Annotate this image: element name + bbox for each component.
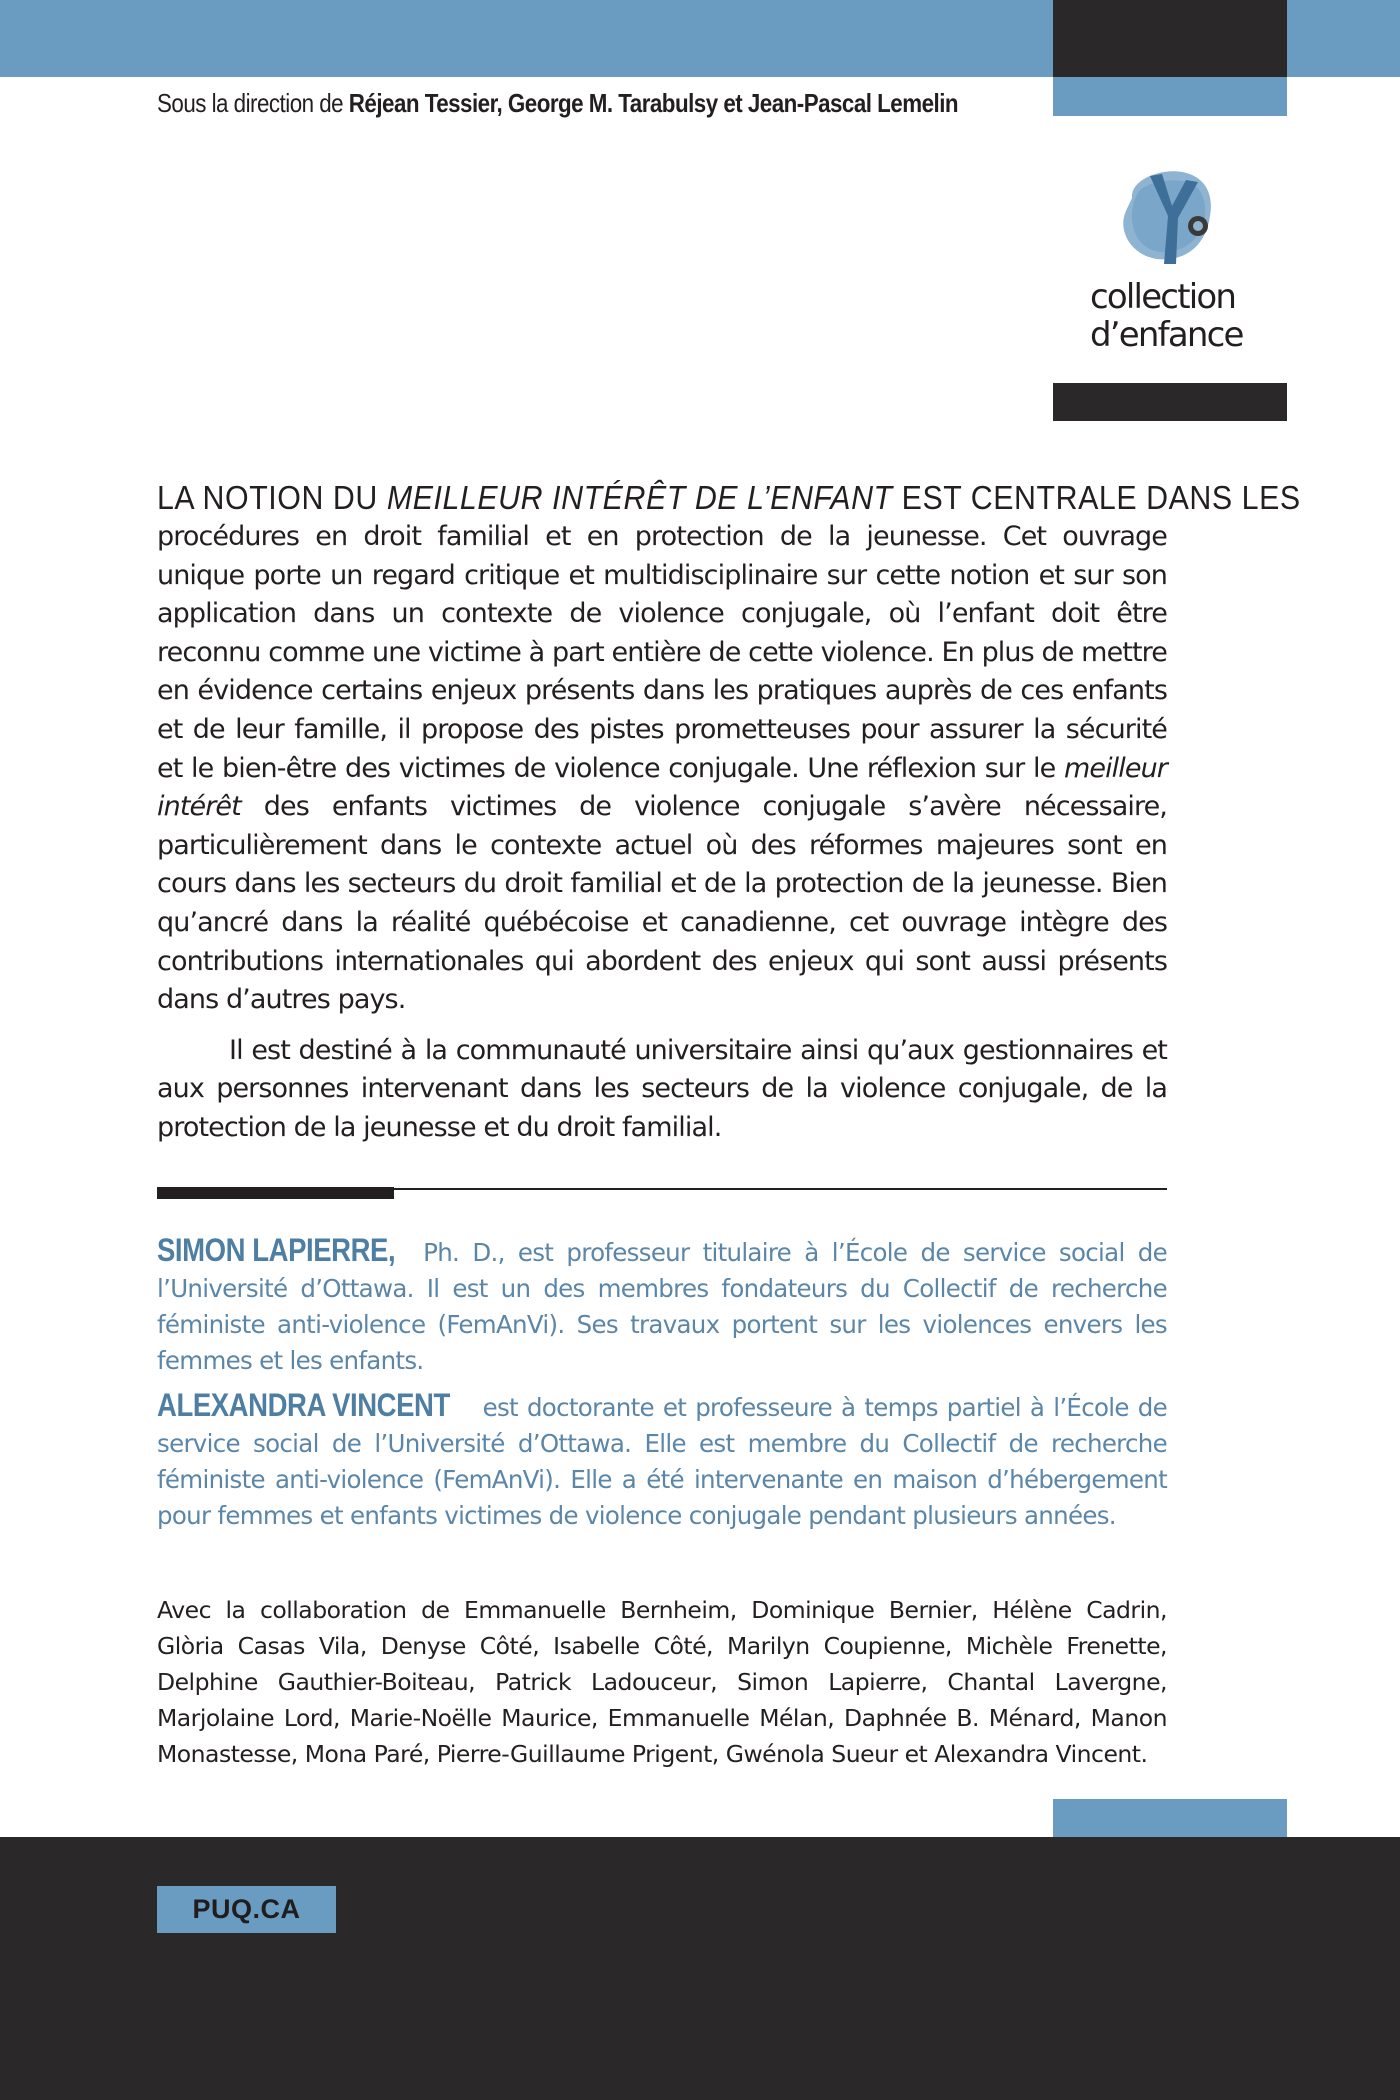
collaborators-list: Avec la collaboration de Emmanuelle Bernheim, Dominique Bernier, Hélène Cadrin, Glòria Casas Vila, Denyse Côté, Isabelle Côté, Marilyn Coupienne, Michèle Frenette, Delphine Gauthier-Boiteau, Patrick Ladouceur, Simon Lapierre, Chantal Lavergne, Marjolaine Lord, Marie-Noëlle Maurice, Emmanuelle Mélan, Daphnée B. Ménard, Manon Monastesse, Mona Paré, Pierre-Guillaume Prigent, Gwénola Sueur et Alexandra Vincent.: [157, 1596, 1167, 1768]
para1-end: des enfants victimes de violence conjugale s’avère nécessaire, particulièrement dans le contexte actuel où des réformes majeures sont en cours dans les secteurs du droit familial et de la protection de la jeunesse. Bien qu’ancré dans la réalité québécoise et canadienne, cet ouvrage intègre des contributions internationales qui abordent des enjeux qui sont aussi présents dans d’autres pays.: [157, 791, 1167, 1016]
editors-prefix: Sous la direction de: [157, 88, 349, 118]
top-dark-block: [1053, 0, 1287, 77]
para1-start: procédures en droit familial et en protection de la jeunesse. Cet ouvrage unique porte un regard critique et multidisciplinaire sur cette notion et sur son application dans un contexte de violence conjugale, où l’enfant doit être reconnu comme une victime à part entière de cette violence. En plus de mettre en évidence certains enjeux présents dans les pratiques auprès de ces enfants et de leur famille, il propose des pistes prometteuses pour assurer la sécurité et le bien-être des victimes de violence conjugale. Une réflexion sur le: [157, 521, 1167, 784]
collection-name-line1: collection: [1090, 277, 1236, 317]
author-name: ALEXANDRA VINCENT: [157, 1387, 450, 1423]
collection-name-line2: d’enfance: [1090, 315, 1243, 355]
section-divider-accent: [157, 1187, 394, 1199]
author-bio-text: Ph. D., est professeur titulaire à l’École de service social de l’Université d’Ottawa. Il est un des membres fondateurs du Collectif de recherche féministe anti-violence (FemAnVi). Ses travaux portent sur les violences envers les femmes et les enfants.: [157, 1238, 1167, 1375]
description-paragraph-2: Il est destiné à la communauté universitaire ainsi qu’aux gestionnaires et aux personnes intervenant dans les secteurs de la violence conjugale, de la protection de la jeunesse et du droit familial.: [157, 1034, 1167, 1143]
para1-emphasis: meilleur intérêt: [157, 752, 1167, 823]
authors-section: [157, 1232, 1167, 1534]
editors-names: Réjean Tessier, George M. Tarabulsy et Jean-Pascal Lemelin: [348, 88, 959, 118]
bottom-band: [0, 1837, 1400, 2100]
lead-end: EST CENTRALE DANS LES: [892, 479, 1301, 516]
author-bio-vincent: [157, 1387, 1167, 1534]
lead-start: LA NOTION DU: [157, 479, 387, 516]
top-blue-strip: [1053, 77, 1287, 116]
author-name: SIMON LAPIERRE,: [157, 1232, 396, 1268]
book-description: [157, 478, 1301, 1148]
author-bio-lapierre: [157, 1232, 1167, 1379]
bottom-blue-strip: [1053, 1799, 1287, 1837]
editors-line: [157, 88, 958, 119]
logo-dark-bar: [1053, 383, 1287, 421]
description-lead: [157, 478, 1301, 518]
description-paragraph-1: [157, 518, 1167, 1020]
publisher-site-label: PUQ.CA: [192, 1894, 301, 1924]
collection-name: [1090, 278, 1270, 354]
publisher-site-badge: [157, 1886, 336, 1933]
author-bio-text: est doctorante et professeure à temps partiel à l’École de service social de l’Université d’Ottawa. Elle est membre du Collectif de recherche féministe anti-violence (FemAnVi). Elle a été intervenante en maison d’hébergement pour femmes et enfants victimes de violence conjugale pendant plusieurs années.: [157, 1393, 1167, 1530]
collection-enfance-logo-icon: [1110, 160, 1220, 270]
lead-italic: MEILLEUR INTÉRÊT DE L’ENFANT: [386, 479, 893, 516]
